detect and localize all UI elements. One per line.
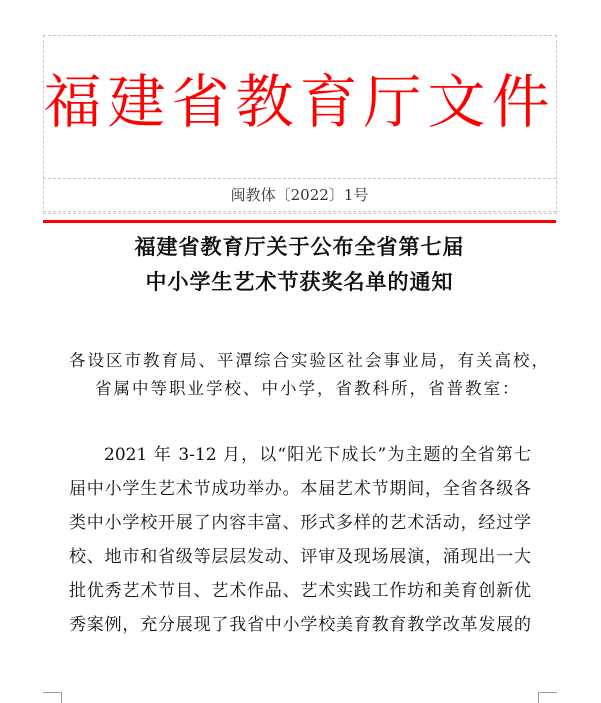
body-line-5: 批优秀艺术节目、艺术作品、艺术实践工作坊和美育创新优 — [69, 581, 531, 601]
header-divider — [43, 178, 556, 179]
page-corner-mark-left — [43, 692, 62, 703]
body-line-6: 秀案例，充分展现了我省中小学校美育教育教学改革发展的 — [69, 615, 531, 635]
addressee-line-1: 各设区市教育局、平潭综合实验区社会事业局，有关高校， — [69, 351, 550, 370]
document-number: 闽教体〔2022〕1号 — [230, 186, 369, 204]
notice-title-line-1: 福建省教育厅关于公布全省第七届 — [134, 235, 465, 259]
body-line-2: 届中小学生艺术节成功举办。本届艺术节期间，全省各级各 — [69, 479, 531, 499]
addressee-line-2: 省属中等职业学校、中小学，省教科所，省普教室： — [95, 379, 521, 398]
red-rule — [43, 220, 556, 223]
document-masthead: 福建省教育厅文件 — [43, 68, 556, 136]
body-line-1: 2021 年 3-12 月，以“阳光下成长”为主题的全省第七 — [104, 445, 531, 465]
notice-title-line-2: 中小学生艺术节获奖名单的通知 — [145, 270, 454, 294]
page-corner-mark-right — [538, 692, 557, 703]
body-line-3: 类中小学校开展了内容丰富、形式多样的艺术活动，经过学 — [69, 513, 531, 533]
body-line-4: 校、地市和省级等层层发动、评审及现场展演，涌现出一大 — [69, 547, 531, 567]
header-divider-bottom — [43, 211, 556, 212]
